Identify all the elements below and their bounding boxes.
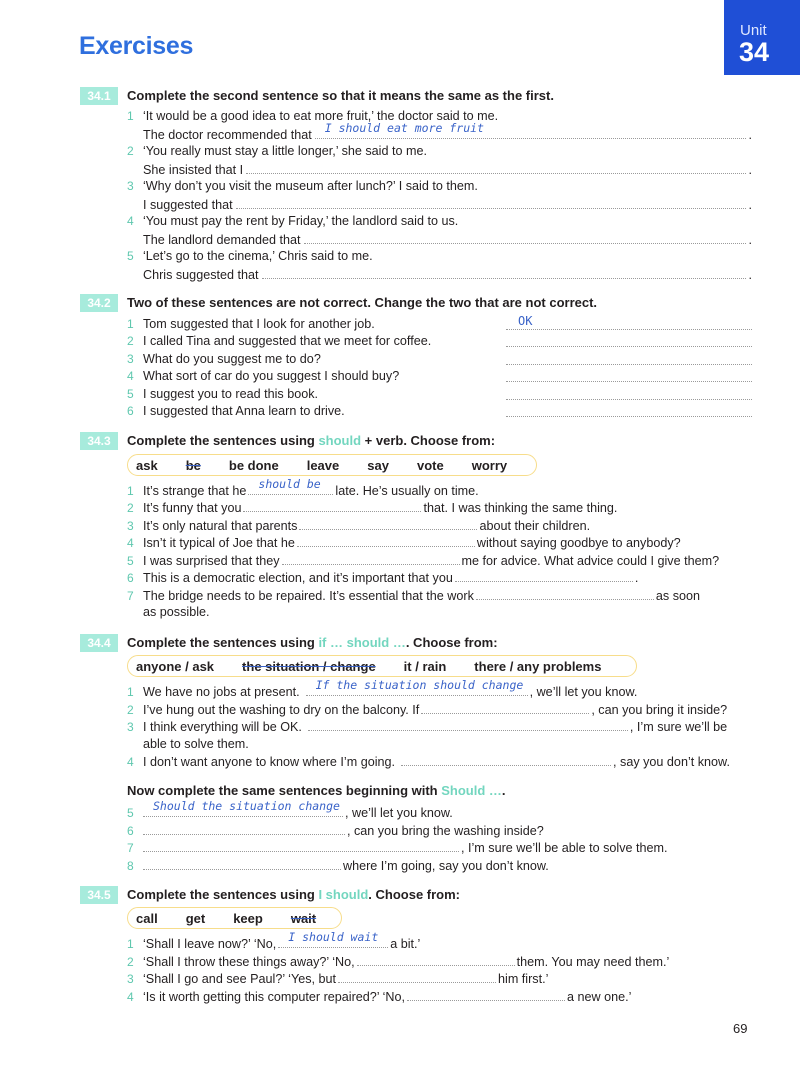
item-text: Tom suggested that I look for another job.	[143, 317, 375, 331]
item-number: 6	[127, 571, 134, 585]
item-text: It’s strange that he	[143, 484, 247, 498]
exercise-number: 34.2	[80, 294, 118, 312]
item-number: 3	[127, 720, 134, 734]
instruction-text: Complete the sentences using	[127, 433, 319, 448]
word-option: keep	[233, 910, 263, 926]
item-text: , say you don’t know.	[613, 755, 730, 769]
ex4-item-8	[127, 857, 752, 874]
item-text: , can you bring it inside?	[591, 703, 728, 717]
ex1-item-3-answer-line	[143, 195, 752, 212]
word-option: say	[367, 457, 389, 473]
item-quote: ‘It would be a good idea to eat more fruit,’ the doctor said to me.	[143, 109, 499, 123]
ex1-item-3-quote	[127, 178, 752, 195]
ex4-item-3-continuation: able to solve them.	[143, 737, 249, 751]
handwritten-answer: I should eat more fruit	[324, 121, 484, 135]
answer-field[interactable]	[308, 718, 628, 731]
item-number: 5	[127, 387, 134, 401]
ex4-item-7	[127, 839, 752, 856]
ex3-item-6	[127, 569, 752, 586]
item-text: I don’t want anyone to know where I’m going.	[143, 755, 396, 769]
word-option-used: be	[185, 457, 201, 473]
exercise-instruction	[127, 433, 495, 448]
instruction-text: + verb. Choose from:	[361, 433, 496, 448]
item-number: 3	[127, 519, 134, 533]
item-number: 5	[127, 806, 134, 820]
answer-field[interactable]	[143, 799, 343, 817]
item-number: 2	[127, 955, 134, 969]
item-number: 3	[127, 352, 134, 366]
item-text: Isn’t it typical of Joe that he	[143, 536, 295, 550]
item-end: .	[748, 268, 752, 282]
handwritten-answer: Should the situation change	[153, 799, 340, 813]
item-number: 7	[127, 841, 134, 855]
item-stem: The landlord demanded that	[143, 233, 301, 247]
instruction-text: Complete the sentences using	[127, 635, 319, 650]
exercise-number: 34.4	[80, 634, 118, 652]
page-title: Exercises	[79, 32, 194, 60]
item-stem: She insisted that I	[143, 163, 244, 177]
exercise-number: 34.1	[80, 87, 118, 105]
word-option: anyone / ask	[136, 658, 215, 674]
ex1-item-1-answer-line	[143, 121, 752, 142]
item-text: , I’m sure we’ll be able to solve them.	[461, 841, 668, 855]
item-number: 1	[127, 109, 134, 123]
item-number: 1	[127, 937, 134, 951]
item-text: as soon	[655, 589, 701, 603]
item-text: I called Tina and suggested that we meet for coffee.	[143, 334, 432, 348]
item-number: 2	[127, 703, 134, 717]
word-box	[127, 907, 342, 929]
item-text: without saying goodbye to anybody?	[476, 536, 681, 550]
item-text: him first.’	[498, 972, 549, 986]
ex3-item-2	[127, 499, 752, 516]
item-number: 4	[127, 214, 134, 228]
exercise-instruction	[127, 887, 460, 902]
item-text: a new one.’	[567, 990, 632, 1004]
item-text: , I’m sure we’ll be	[629, 720, 728, 734]
answer-field[interactable]	[357, 953, 515, 966]
instruction-highlight: if … should …	[318, 635, 406, 650]
item-number: 2	[127, 334, 134, 348]
item-number: 3	[127, 972, 134, 986]
instruction-highlight: I should	[318, 887, 369, 902]
item-number: 1	[127, 317, 134, 331]
item-number: 6	[127, 404, 134, 418]
item-text: We have no jobs at present.	[143, 685, 300, 699]
item-text: me for advice. What advice could I give them?	[461, 554, 720, 568]
ex1-item-2-quote	[127, 143, 752, 160]
item-text: It’s funny that you	[143, 501, 242, 515]
ex4-item-4	[127, 753, 752, 770]
item-end: .	[748, 233, 752, 247]
item-text: I was surprised that they	[143, 554, 280, 568]
item-stem: I suggested that	[143, 198, 233, 212]
answer-field[interactable]	[506, 351, 752, 365]
answer-field[interactable]	[278, 930, 388, 948]
word-box	[127, 655, 637, 677]
answer-field[interactable]	[143, 857, 341, 870]
handwritten-answer: I should wait	[288, 930, 379, 944]
ex1-item-5-answer-line	[143, 265, 752, 282]
item-number: 2	[127, 501, 134, 515]
answer-field[interactable]	[407, 988, 565, 1001]
handwritten-answer: If the situation should change	[315, 678, 524, 692]
item-text: late. He’s usually on time.	[335, 484, 479, 498]
item-number: 4	[127, 755, 134, 769]
item-text: I suggested that Anna learn to drive.	[143, 404, 345, 418]
item-text: What do you suggest me to do?	[143, 352, 321, 366]
answer-field[interactable]	[304, 230, 746, 244]
item-text: that. I was thinking the same thing.	[423, 501, 618, 515]
ex3-item-3	[127, 517, 752, 534]
answer-field[interactable]	[506, 386, 752, 400]
item-number: 1	[127, 484, 134, 498]
instruction-text: Now complete the same sentences beginning with	[127, 783, 442, 798]
ex5-item-3	[127, 970, 752, 987]
item-text: This is a democratic election, and it’s important that you	[143, 571, 453, 585]
item-quote: ‘Why don’t you visit the museum after lunch?’ I said to them.	[143, 179, 478, 193]
answer-field[interactable]	[246, 160, 745, 174]
ex5-item-1	[127, 930, 752, 952]
answer-field[interactable]	[506, 368, 752, 382]
item-number: 1	[127, 685, 134, 699]
word-option-used: the situation / change	[242, 658, 376, 674]
item-quote: ‘You really must stay a little longer,’ she said to me.	[143, 144, 427, 158]
item-text: The bridge needs to be repaired. It’s essential that the work	[143, 589, 474, 603]
page-number: 69	[733, 1021, 748, 1036]
unit-number: 34	[739, 37, 770, 67]
word-option: be done	[228, 457, 279, 473]
item-number: 2	[127, 144, 134, 158]
item-quote: ‘Let’s go to the cinema,’ Chris said to me.	[143, 249, 373, 263]
ex3-item-7	[127, 587, 752, 604]
word-option: worry	[471, 457, 508, 473]
item-number: 8	[127, 859, 134, 873]
word-option: vote	[416, 457, 444, 473]
answer-field[interactable]	[236, 195, 746, 209]
item-quote: ‘You must pay the rent by Friday,’ the landlord said to us.	[143, 214, 459, 228]
item-text: ‘Shall I leave now?’ ‘No,	[143, 937, 277, 951]
answer-field[interactable]	[143, 822, 345, 835]
ex3-item-5	[127, 552, 752, 569]
ex3-item-7-continuation: as possible.	[143, 605, 210, 619]
ex4-item-6	[127, 822, 752, 839]
item-text: I suggest you to read this book.	[143, 387, 319, 401]
word-option: ask	[136, 457, 158, 473]
sub-instruction	[127, 783, 506, 798]
item-text: .	[634, 571, 639, 585]
answer-field[interactable]	[506, 403, 752, 417]
item-end: .	[748, 163, 752, 177]
item-number: 5	[127, 249, 134, 263]
answer-field[interactable]	[243, 499, 421, 512]
answer-field[interactable]	[297, 534, 475, 547]
item-number: 3	[127, 179, 134, 193]
ex1-item-5-quote	[127, 248, 752, 265]
ex5-item-2	[127, 953, 752, 970]
word-option: get	[185, 910, 206, 926]
handwritten-answer: OK	[518, 314, 533, 328]
item-number: 7	[127, 589, 134, 603]
item-text: , can you bring the washing inside?	[347, 824, 544, 838]
item-text: It’s only natural that parents	[143, 519, 298, 533]
item-number: 6	[127, 824, 134, 838]
unit-label: Unit	[740, 22, 767, 39]
ex1-item-4-quote	[127, 213, 752, 230]
ex3-item-4	[127, 534, 752, 551]
item-text: a bit.’	[390, 937, 421, 951]
item-number: 4	[127, 536, 134, 550]
ex4-item-3	[127, 718, 752, 735]
item-text: I think everything will be OK.	[143, 720, 302, 734]
ex3-item-1	[127, 477, 752, 499]
answer-field[interactable]	[282, 552, 460, 565]
word-box	[127, 454, 537, 476]
item-text: them. You may need them.’	[516, 955, 670, 969]
instruction-text: .	[501, 783, 506, 798]
answer-field[interactable]	[401, 753, 611, 766]
item-number: 4	[127, 990, 134, 1004]
answer-field[interactable]	[476, 587, 654, 600]
instruction-text: . Choose from:	[405, 635, 498, 650]
exercise-number: 34.5	[80, 886, 118, 904]
instruction-highlight: Should …	[441, 783, 502, 798]
item-text: ‘Is it worth getting this computer repaired?’ ‘No,	[143, 990, 406, 1004]
word-option: leave	[306, 457, 340, 473]
item-text: What sort of car do you suggest I should buy?	[143, 369, 400, 383]
item-stem: Chris suggested that	[143, 268, 259, 282]
handwritten-answer: should be	[258, 477, 321, 491]
exercise-instruction: Complete the second sentence so that it means the same as the first.	[127, 88, 554, 103]
item-end: .	[748, 198, 752, 212]
item-stem: The doctor recommended that	[143, 128, 312, 142]
answer-field[interactable]	[506, 316, 752, 330]
ex5-item-4	[127, 988, 752, 1005]
answer-field[interactable]	[338, 970, 496, 983]
item-text: , we’ll let you know.	[529, 685, 638, 699]
ex4-item-1	[127, 678, 752, 700]
ex4-item-2	[127, 701, 752, 718]
exercise-instruction	[127, 635, 498, 650]
answer-field[interactable]	[506, 333, 752, 347]
answer-field[interactable]	[315, 121, 746, 139]
answer-field[interactable]	[248, 477, 333, 495]
word-option: call	[136, 910, 158, 926]
answer-field[interactable]	[299, 517, 477, 530]
item-text: ‘Shall I throw these things away?’ ‘No,	[143, 955, 355, 969]
answer-field[interactable]	[306, 678, 528, 696]
item-text: I’ve hung out the washing to dry on the balcony. If	[143, 703, 420, 717]
unit-badge	[724, 0, 800, 75]
exercise-number: 34.3	[80, 432, 118, 450]
instruction-text: . Choose from:	[368, 887, 461, 902]
instruction-text: Complete the sentences using	[127, 887, 319, 902]
ex1-item-2-answer-line	[143, 160, 752, 177]
item-text: ‘Shall I go and see Paul?’ ‘Yes, but	[143, 972, 337, 986]
item-text: where I’m going, say you don’t know.	[343, 859, 549, 873]
instruction-highlight: should	[318, 433, 362, 448]
word-option: it / rain	[403, 658, 447, 674]
exercise-instruction: Two of these sentences are not correct. Change the two that are not correct.	[127, 295, 598, 310]
item-number: 5	[127, 554, 134, 568]
word-option-used: wait	[290, 910, 317, 926]
ex4-item-5	[127, 799, 752, 821]
item-number: 4	[127, 369, 134, 383]
item-end: .	[748, 128, 752, 142]
item-text: about their children.	[479, 519, 591, 533]
answer-field[interactable]	[421, 701, 589, 714]
item-text: , we’ll let you know.	[345, 806, 453, 820]
answer-field[interactable]	[455, 569, 633, 582]
ex1-item-4-answer-line	[143, 230, 752, 247]
answer-field[interactable]	[143, 839, 459, 852]
word-option: there / any problems	[474, 658, 602, 674]
answer-field[interactable]	[262, 265, 746, 279]
